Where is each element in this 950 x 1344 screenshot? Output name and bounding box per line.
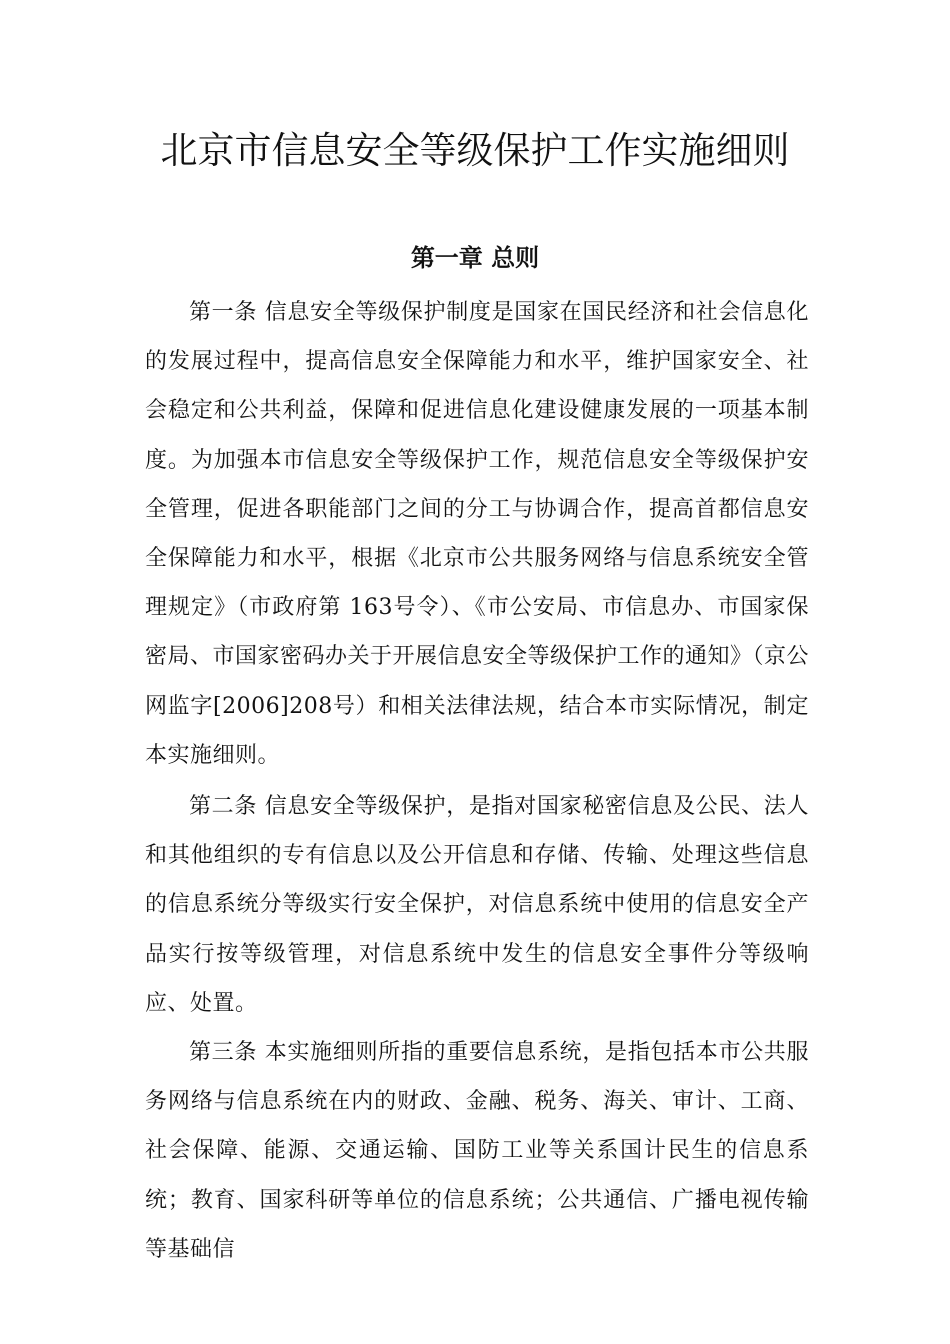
article-paragraph: 第三条 本实施细则所指的重要信息系统，是指包括本市公共服务网络与信息系统在内的财政、金融、税务、海关、审计、工商、社会保障、能源、交通运输、国防工业等关系国计民生的信息系统；教育、国家科研等单位的信息系统；公共通信、广播电视传输等基础信: [145, 1040, 809, 1262]
article-paragraph: 第二条 信息安全等级保护，是指对国家秘密信息及公民、法人和其他组织的专有信息以及公开信息和存储、传输、处理这些信息的信息系统分等级实行安全保护，对信息系统中使用的信息安全产品实行按等级管理，对信息系统中发生的信息安全事件分等级响应、处置。: [145, 794, 809, 1016]
chapter-heading: 第一章 总则: [410, 243, 540, 272]
document-title: 北京市信息安全等级保护工作实施细则: [160, 129, 790, 172]
article-paragraph: 第一条 信息安全等级保护制度是国家在国民经济和社会信息化的发展过程中，提高信息安全保障能力和水平，维护国家安全、社会稳定和公共利益，保障和促进信息化建设健康发展的一项基本制度。为加强本市信息安全等级保护工作，规范信息安全等级保护安全管理，促进各职能部门之间的分工与协调合作，提高首都信息安全保障能力和水平，根据《北京市公共服务网络与信息系统安全管理规定》（市政府第 163号令）、《市公安局、市信息办、市国家保密局、市国家密码办关于开展信息安全等级保护工作的通知》（京公网监字[2006]208号）和相关法律法规，结合本市实际情况，制定本实施细则。: [145, 300, 810, 768]
